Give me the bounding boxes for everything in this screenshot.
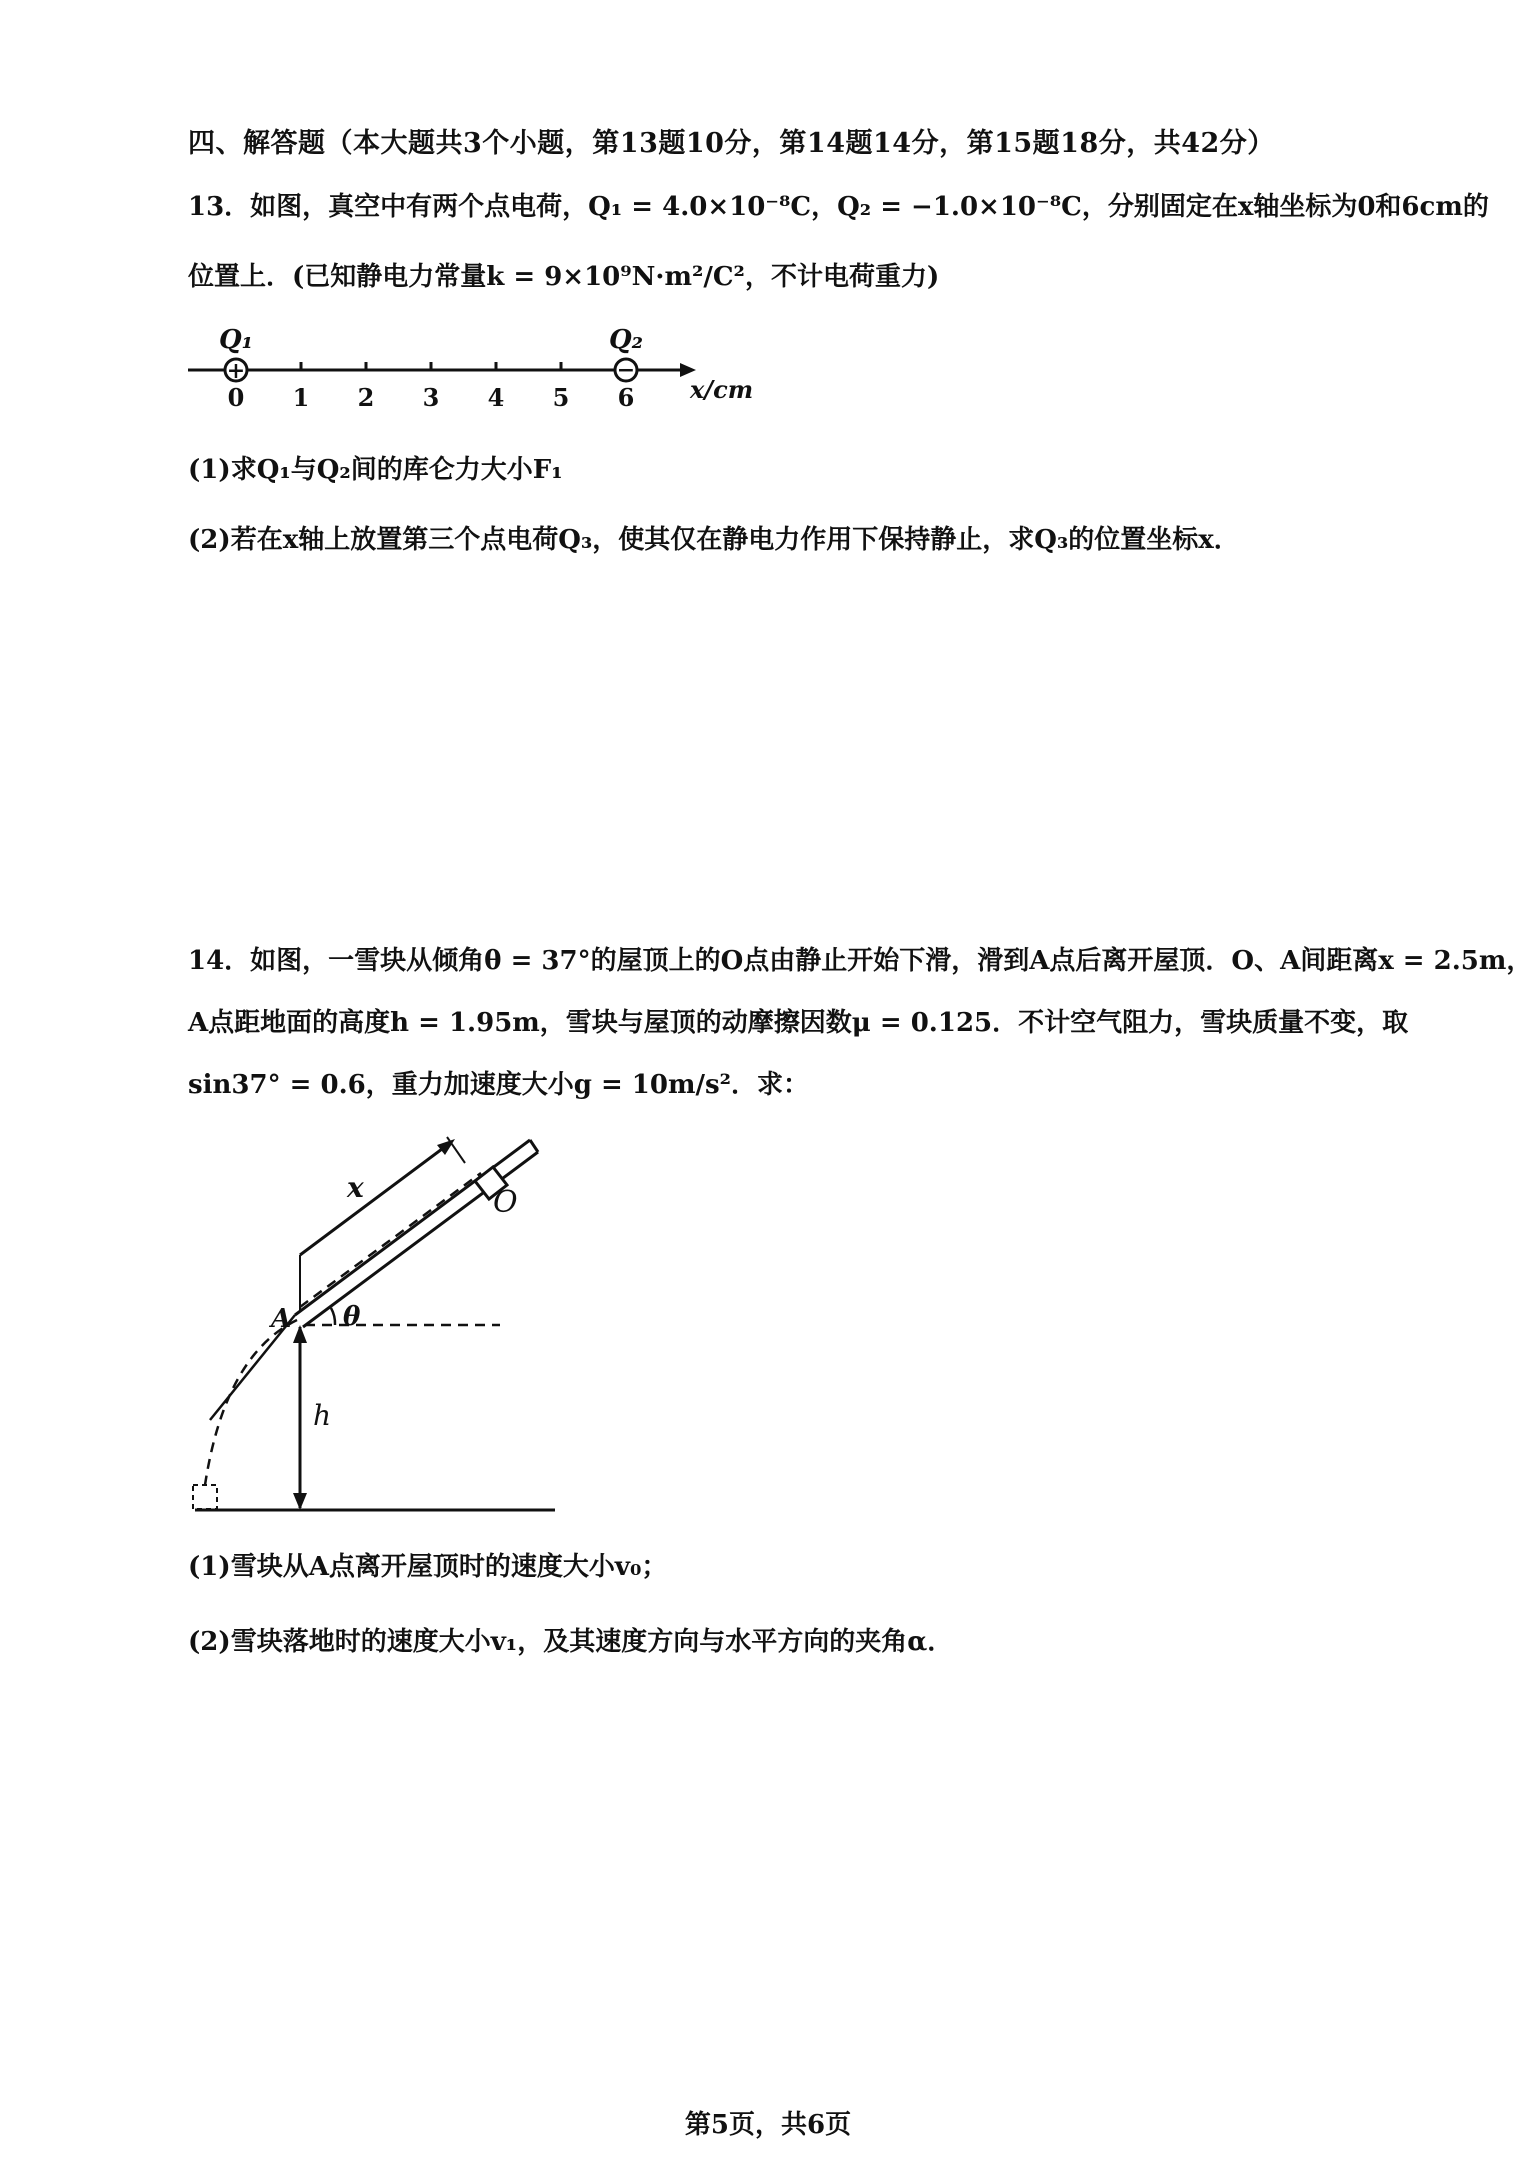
q14-stem-line1: 14．如图，一雪块从倾角θ = 37°的屋顶上的O点由静止开始下滑，滑到A点后离开屋顶．O、A间距离x = 2.5m，	[188, 946, 1533, 976]
tick-label-3: 3	[422, 383, 440, 412]
q1-sign: +	[226, 358, 246, 384]
label-A: A	[271, 1304, 292, 1334]
roof-top-edge	[295, 1140, 530, 1315]
label-theta: θ	[343, 1302, 361, 1332]
distance-x-arrow	[437, 1139, 455, 1155]
q2-label: Q₂	[608, 325, 644, 355]
tick-label-0: 0	[227, 383, 245, 412]
distance-x-line	[300, 1143, 450, 1255]
q14-part1: (1)雪块从A点离开屋顶时的速度大小v₀；	[188, 1552, 668, 1582]
tick-label-6: 6	[617, 383, 635, 412]
height-h-arrow-bottom	[293, 1493, 307, 1510]
landed-block-dashed	[193, 1485, 217, 1509]
tick-label-2: 2	[357, 383, 375, 412]
q14-stem-line3: sin37° = 0.6，重力加速度大小g = 10m/s²．求：	[188, 1070, 810, 1100]
q14-part2: (2)雪块落地时的速度大小v₁，及其速度方向与水平方向的夹角α．	[188, 1627, 954, 1657]
q13-part2: (2)若在x轴上放置第三个点电荷Q₃，使其仅在静电力作用下保持静止，求Q₃的位置坐标x．	[188, 525, 1240, 555]
q1-label: Q₁	[218, 325, 254, 355]
trajectory-dashed	[205, 1320, 297, 1485]
q13-stem-line1: 13．如图，真空中有两个点电荷，Q₁ = 4.0×10⁻⁸C，Q₂ = −1.0×10⁻⁸C，分别固定在x轴坐标为0和6cm的	[188, 192, 1489, 222]
slide-path-dashed	[300, 1173, 481, 1307]
q2-sign: −	[616, 357, 636, 383]
label-x: x	[347, 1171, 364, 1204]
height-h-arrow-top	[293, 1325, 307, 1343]
roof-end-cap	[530, 1140, 538, 1152]
q13-axis-figure	[180, 318, 800, 428]
tick-label-5: 5	[552, 383, 570, 412]
tick-label-1: 1	[292, 383, 310, 412]
section-title: 四、解答题（本大题共3个小题，第13题10分，第14题14分，第15题18分，共42分）	[188, 128, 1275, 159]
page-footer: 第5页，共6页	[684, 2110, 852, 2140]
distance-x-end-tick	[447, 1137, 465, 1163]
label-O: O	[493, 1185, 518, 1220]
tick-label-4: 4	[487, 383, 505, 412]
q13-stem-line2: 位置上．(已知静电力常量k = 9×10⁹N·m²/C²，不计电荷重力)	[188, 262, 940, 292]
q14-stem-line2: A点距地面的高度h = 1.95m，雪块与屋顶的动摩擦因数μ = 0.125．不计空气阻力，雪块质量不变，取	[188, 1008, 1409, 1038]
label-h: h	[313, 1399, 332, 1432]
axis-label: x/cm	[690, 375, 754, 404]
q14-roof-figure	[185, 1115, 585, 1535]
angle-arc	[331, 1308, 335, 1325]
q13-part1: (1)求Q₁与Q₂间的库仑力大小F₁	[188, 455, 563, 485]
